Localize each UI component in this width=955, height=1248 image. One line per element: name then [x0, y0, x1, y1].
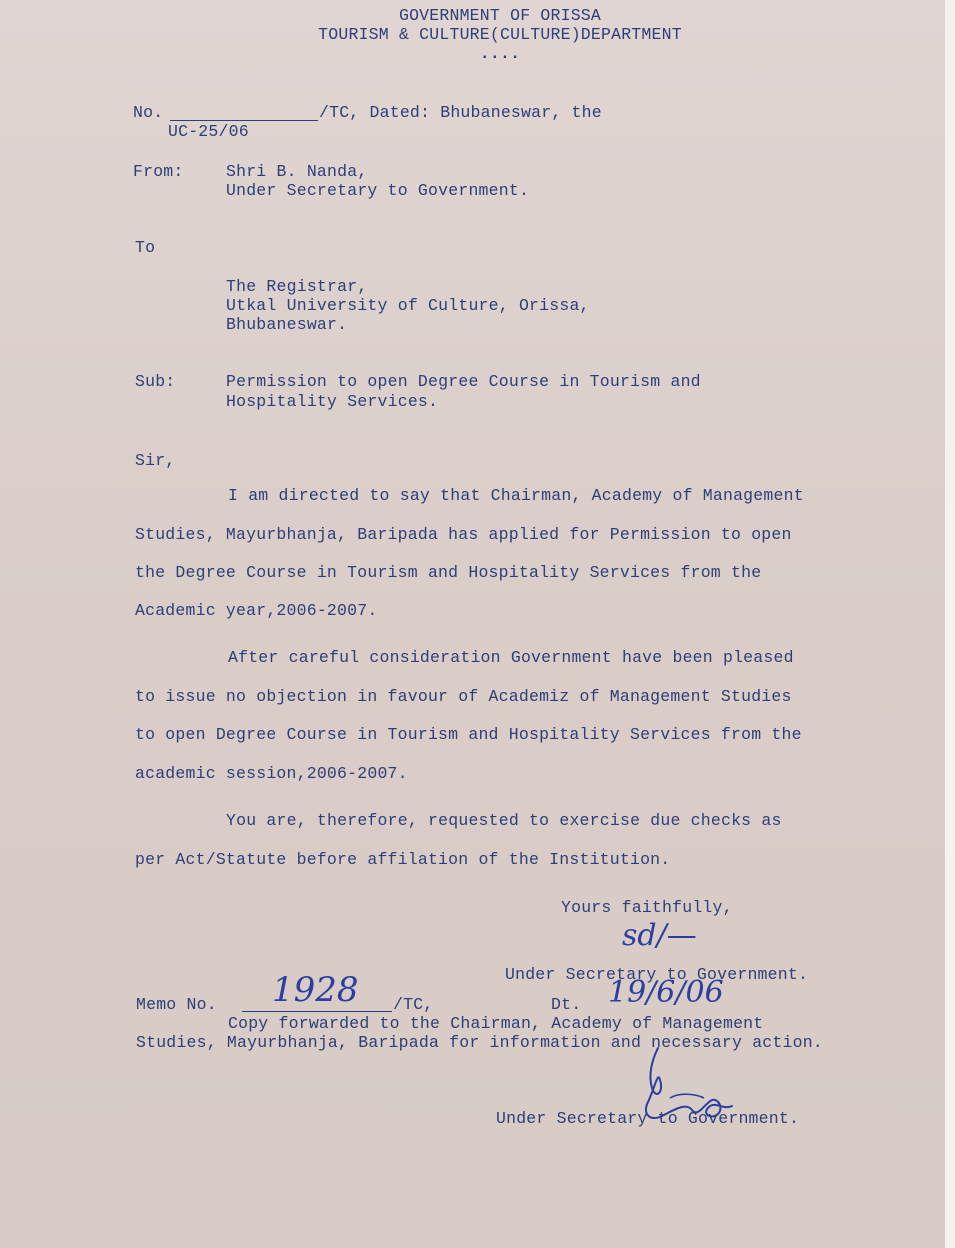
subject-line2: Hospitality Services.	[226, 392, 439, 411]
memo-number: 1928	[272, 970, 359, 1010]
closing: Yours faithfully,	[561, 898, 733, 917]
para2-line: to issue no objection in favour of Academiz of Management Studies	[135, 687, 792, 706]
para1-line: Academic year,2006-2007.	[135, 601, 378, 620]
memo-number-underline	[242, 1011, 392, 1012]
memo-suffix: /TC,	[393, 995, 434, 1014]
from-designation: Under Secretary to Government.	[226, 181, 530, 200]
ref-no-suffix: /TC, Dated: Bhubaneswar, the	[319, 103, 602, 122]
salutation: Sir,	[135, 451, 176, 470]
subject-line1: Permission to open Degree Course in Tourism and	[226, 372, 701, 391]
para2-line: academic session,2006-2007.	[135, 764, 408, 783]
para2-line: After careful consideration Government have been pleased	[228, 648, 794, 667]
signatory2: Under Secretary to Government.	[496, 1109, 800, 1128]
para3-line: You are, therefore, requested to exercise due checks as	[226, 811, 782, 830]
page-edge	[945, 0, 955, 1248]
header-department: TOURISM & CULTURE(CULTURE)DEPARTMENT	[318, 25, 682, 44]
memo-label: Memo No.	[136, 995, 217, 1014]
memo-date-label: Dt.	[551, 995, 582, 1014]
memo-date-value: 19/6/06	[608, 975, 724, 1010]
memo-line1: Copy forwarded to the Chairman, Academy of Management	[228, 1014, 764, 1033]
subject-label: Sub:	[135, 372, 176, 391]
para3-line: per Act/Statute before affilation of the Institution.	[135, 850, 671, 869]
signatory: Under Secretary to Government.	[505, 965, 809, 984]
header-government: GOVERNMENT OF ORISSA	[398, 6, 602, 25]
ref-no-label: No.	[133, 103, 164, 122]
from-label: From:	[133, 162, 184, 181]
signature-mark: sd/—	[622, 918, 697, 953]
from-name: Shri B. Nanda,	[226, 162, 368, 181]
to-label: To	[135, 238, 156, 257]
to-line1: The Registrar,	[226, 277, 368, 296]
header-dots: ....	[479, 44, 521, 63]
para1-line: the Degree Course in Tourism and Hospitality Services from the	[135, 563, 762, 582]
ref-no-underline	[170, 120, 318, 121]
ref-no-value: UC-25/06	[168, 122, 249, 141]
para2-line: to open Degree Course in Tourism and Hospitality Services from the	[135, 725, 802, 744]
para1-line: I am directed to say that Chairman, Academy of Management	[228, 486, 804, 505]
to-line3: Bhubaneswar.	[226, 315, 348, 334]
to-line2: Utkal University of Culture, Orissa,	[226, 296, 590, 315]
memo-line2: Studies, Mayurbhanja, Baripada for information and necessary action.	[136, 1033, 823, 1052]
para1-line: Studies, Mayurbhanja, Baripada has applied for Permission to open	[135, 525, 792, 544]
